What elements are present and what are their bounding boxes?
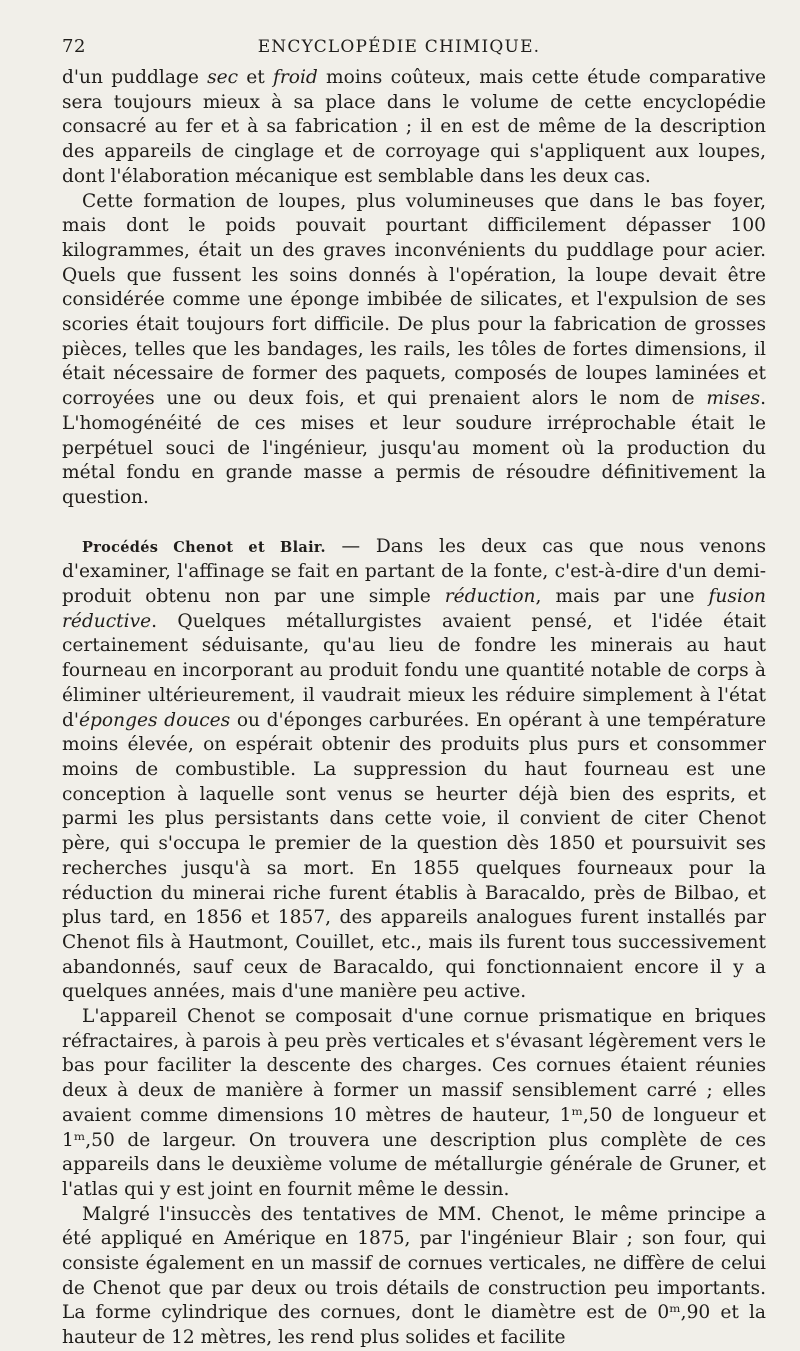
paragraph — [62, 535, 766, 1005]
text-run: Malgré l'insuccès des tentatives de MM. Chenot, le même principe a été appliqué en Amérique en 1875, par l'ingénieur Blair ; son four, qui consiste également en un massif de cornues verticales, ne diffère de celui de Chenot que par deux ou trois détails de construction peu importants. La forme cylindrique des cornues, dont le diamètre est de 0ᵐ,90 et la hauteur de 12 mètres, les rend plus solides et facilite — [62, 1203, 766, 1349]
page-number: 72 — [62, 36, 86, 57]
running-head — [62, 36, 766, 66]
paragraph — [62, 1203, 766, 1351]
italic-text: sec — [207, 67, 239, 88]
paragraph — [62, 66, 766, 190]
paragraph — [62, 190, 766, 511]
running-title: ENCYCLOPÉDIE CHIMIQUE. — [257, 37, 541, 57]
text-run: Cette formation de loupes, plus volumineuses que dans le bas foyer, mais dont le poids pouvait pourtant difficilement dépasser 100 kilogrammes, était un des graves inconvénients du puddlage pour acier. Quels que fussent les soins donnés à l'opération, la loupe devait être considérée comme une éponge imbibée de silicates, et l'expulsion de ses scories était toujours fort difficile. De plus pour la fabrication de grosses pièces, telles que les bandages, les rails, les tôles de fortes dimensions, il était nécessaire de former des paquets, composés de loupes laminées et corroyées une ou deux fois, et qui prenaient alors le nom de — [62, 190, 766, 410]
paragraph — [62, 1005, 766, 1203]
text-run: ou d'éponges carburées. En opérant à une température moins élevée, on espérait obtenir des produits plus purs et consommer moins de combustible. La suppression du haut fourneau est une conception à laquelle sont venus se heurter déjà bien des esprits, et parmi les plus persistants dans cette voie, il convient de citer Chenot père, qui s'occupa le premier de la question dès 1850 et poursuivit ses recherches jusqu'à sa mort. En 1855 quelques fourneaux pour la réduction du minerai riche furent établis à Baracaldo, près de Bilbao, et plus tard, en 1856 et 1857, des appareils analogues furent installés par Chenot fils à Hautmont, Couillet, etc., mais ils furent tous successivement abandonnés, sauf ceux de Baracaldo, qui fonctionnaient encore il y a quelques années, mais d'une manière peu active. — [62, 709, 766, 1003]
text-run: . L'homogénéité de ces mises et leur soudure irréprochable était le perpétuel souci de l'ingénieur, jusqu'au moment où la production du métal fondu en grande masse a permis de résoudre définitivement la question. — [62, 388, 766, 508]
text-run: L'appareil Chenot se composait d'une cornue prismatique en briques réfractaires, à parois à peu près verticales et s'évasant légèrement vers le bas pour faciliter la descente des charges. Ces cornues étaient réunies deux à deux de manière à former un massif sensiblement carré ; elles avaient comme dimensions 10 mètres de hauteur, 1ᵐ,50 de longueur et 1ᵐ,50 de largeur. On trouvera une description plus complète de ces appareils dans le deuxième volume de métallurgie générale de Gruner, et l'atlas qui y est joint en fournit même le dessin. — [62, 1006, 766, 1200]
italic-text: réduction — [444, 586, 536, 608]
text-run: . Quelques métallurgistes avaient pensé, et l'idée était certainement séduisante, qu'au lieu de fondre les minerais au haut fourneau en incorporant au produit fondu une quantité notable de corps à éliminer ultérieurement, il vaudrait mieux les réduire simplement à l'état d' — [62, 610, 766, 731]
text-run: — Dans les deux cas que nous venons d'examiner, l'affinage se fait en partant de la fonte, c'est-à-dire d'un demi-produit obtenu non par une simple — [62, 535, 766, 608]
text-run: d'un puddlage — [62, 67, 208, 88]
text-run: moins coûteux, mais cette étude comparative sera toujours mieux à sa place dans le volume de cette encyclopédie consacré au fer et à sa fabrication ; il en est de même de la description des appareils de cinglage et de corroyage qui s'appliquent aux loupes, dont l'élaboration mécanique est semblable dans les deux cas. — [62, 67, 766, 187]
italic-text: éponges douces — [79, 709, 231, 731]
italic-text: froid — [272, 67, 318, 88]
section-heading: Procédés Chenot et Blair. — [82, 538, 326, 556]
text-run: et — [238, 67, 273, 88]
italic-text: mises — [706, 388, 761, 410]
body-text — [62, 66, 766, 1351]
italic-text: fusion réductive — [62, 586, 766, 632]
text-run: , mais par une — [535, 586, 709, 608]
